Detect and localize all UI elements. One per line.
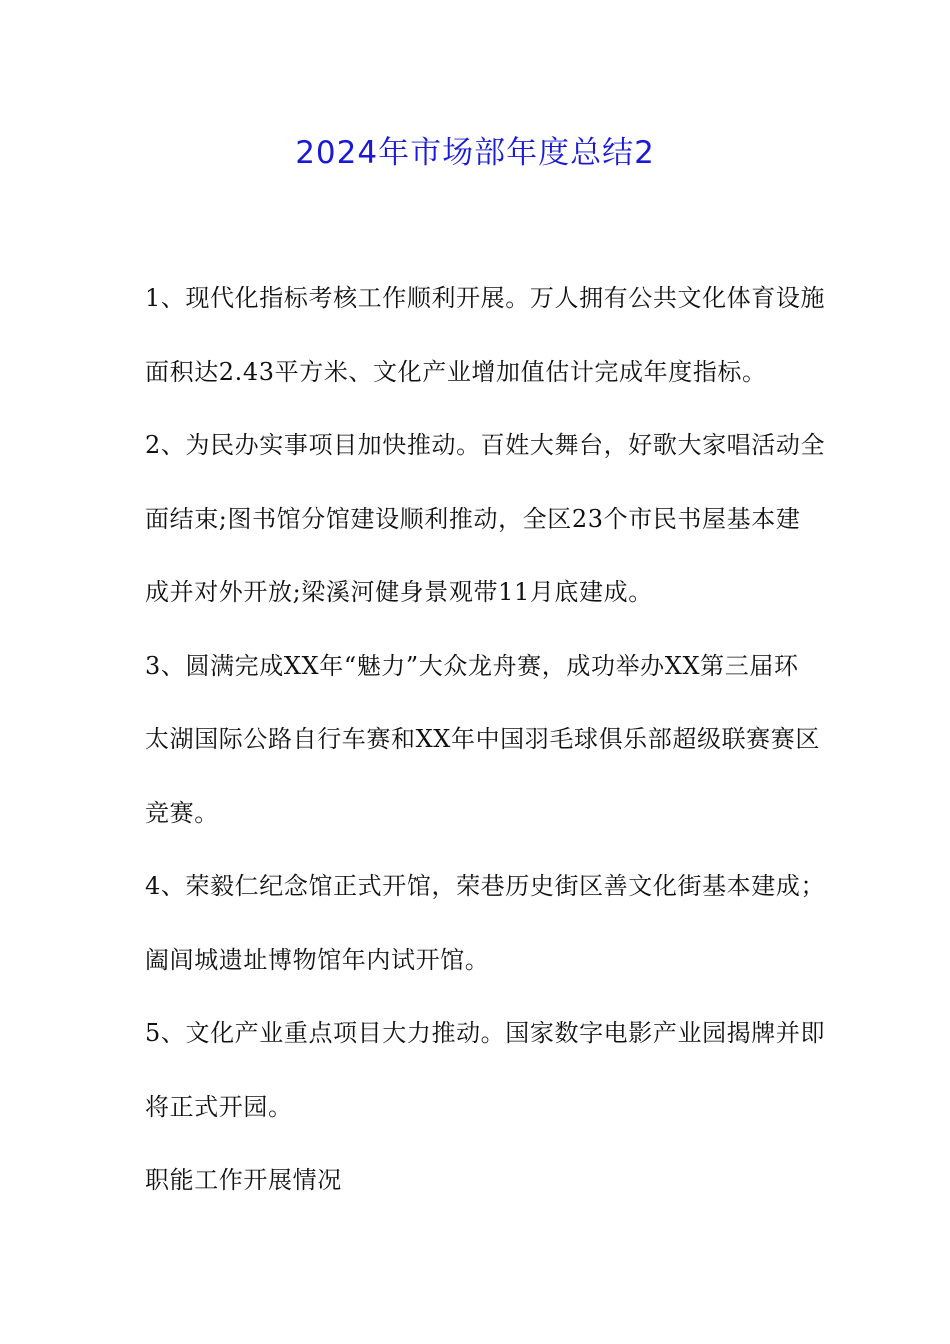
paragraph-line: 阖闾城遗址博物馆年内试开馆。 [145,945,490,974]
document-title: 2024年市场部年度总结2 [295,135,655,171]
paragraph-4 [145,850,826,997]
section-heading [145,1144,815,1218]
document-body [145,262,826,1218]
paragraph-5 [145,997,826,1144]
paragraph-2 [145,409,826,630]
paragraph-line: 4、荣毅仁纪念馆正式开馆，荣巷历史街区善文化街基本建成； [145,872,826,900]
paragraph-line: 将正式开园。 [145,1092,293,1121]
paragraph-line: 成并对外开放;梁溪河健身景观带11月底建成。 [145,578,653,606]
paragraph-line: 3、圆满完成XX年“魅力”大众龙舟赛，成功举办XX第三届环 [145,651,799,680]
paragraph-line: 面结束;图书馆分馆建设顺利推动，全区23个市民书屋基本建 [145,504,801,533]
paragraph-1 [145,262,826,409]
paragraph-line: 太湖国际公路自行车赛和XX年中国羽毛球俱乐部超级联赛赛区 [145,725,820,753]
paragraph-line: 面积达2.43平方米、文化产业增加值估计完成年度指标。 [145,357,767,386]
paragraph-3 [145,630,820,851]
paragraph-line: 竞赛。 [145,798,219,827]
paragraph-line: 2、为民办实事项目加快推动。百姓大舞台，好歌大家唱活动全 [145,431,826,459]
paragraph-line: 1、现代化指标考核工作顺利开展。万人拥有公共文化体育设施 [145,284,826,312]
section-heading-line: 职能工作开展情况 [145,1166,342,1194]
paragraph-line: 5、文化产业重点项目大力推动。国家数字电影产业园揭牌并即 [145,1019,826,1047]
